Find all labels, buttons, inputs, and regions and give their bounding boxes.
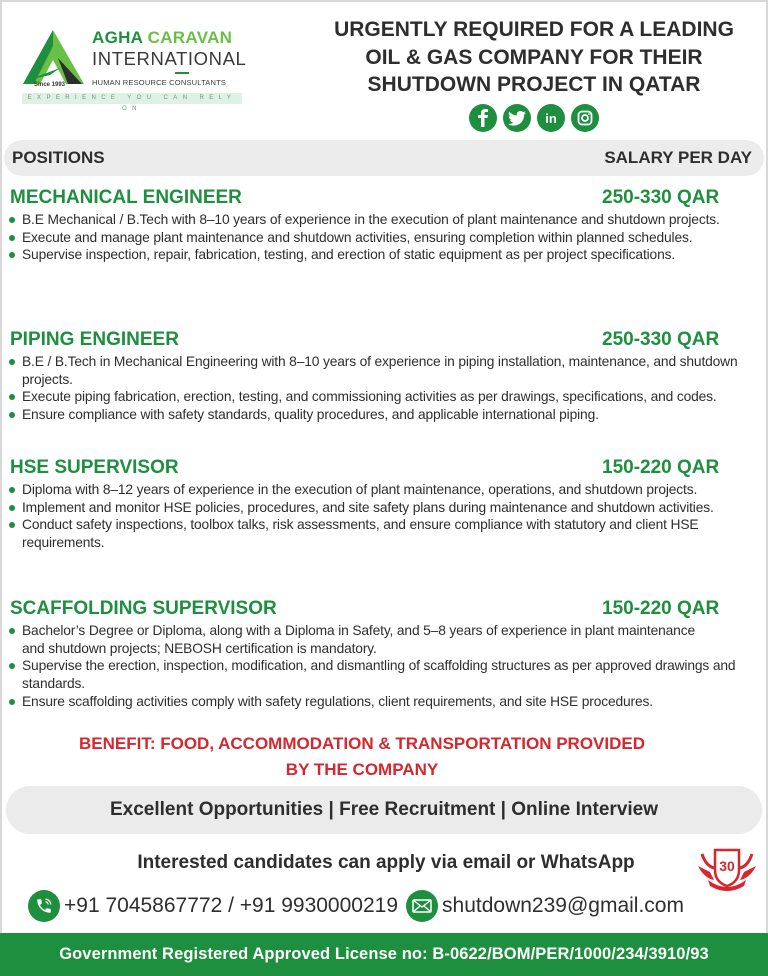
job-salary: 250-330 QAR (602, 187, 720, 208)
requirement-item: Ensure scaffolding activities comply with safety regulations, client requirements, and site HSE procedures. (8, 693, 766, 711)
logo-divider (175, 72, 189, 74)
brand-name-part1: AGHA (92, 28, 143, 47)
job-salary: 250-330 QAR (602, 329, 720, 350)
triangle-logo-icon (20, 28, 86, 88)
job-requirements (8, 481, 766, 552)
brand-tagline: EXPERIENCE YOU CAN RELY ON (22, 93, 242, 104)
benefit-banner (0, 731, 724, 783)
linkedin-icon[interactable] (537, 104, 565, 132)
email-icon (406, 890, 438, 922)
positions-label: POSITIONS (12, 148, 105, 167)
job-title: SCAFFOLDING SUPERVISOR (10, 598, 277, 619)
phone-icon (28, 890, 60, 922)
license-footer: Government Registered Approved License no: B-0622/BOM/PER/1000/234/3910/93 (0, 933, 768, 976)
twitter-icon[interactable] (503, 104, 531, 132)
logo-since: Since 1993 (34, 82, 66, 88)
requirement-item: Diploma with 8–12 years of experience in the execution of plant maintenance, operations, and shutdown projects. (8, 481, 753, 499)
requirement-item: B.E Mechanical / B.Tech with 8–10 years of experience in the execution of plant maintenance and shutdown projects. (8, 211, 766, 229)
positions-header-bar (4, 140, 764, 176)
company-logo (20, 26, 250, 112)
requirement-item: Execute piping fabrication, erection, testing, and commissioning activities as per drawings, specifications, and codes. (8, 388, 766, 406)
salary-label: SALARY PER DAY (604, 148, 752, 167)
email-address[interactable]: shutdown239@gmail.com (442, 894, 684, 917)
facebook-icon[interactable] (469, 104, 497, 132)
phone-numbers[interactable]: +91 7045867772 / +91 9930000219 (64, 894, 399, 917)
requirement-item: Bachelor’s Degree or Diploma, along with a Diploma in Safety, and 5–8 years of experience in plant maintenance and shutdown projects; NEBOSH certification is mandatory. (8, 622, 718, 657)
brand-name-line2: INTERNATIONAL (92, 48, 247, 69)
apply-instructions: Interested candidates can apply via email or WhatsApp (137, 852, 635, 873)
linkedin-glyph: in (545, 110, 557, 126)
job-title: PIPING ENGINEER (10, 329, 179, 350)
brand-name (92, 28, 232, 48)
job-title: MECHANICAL ENGINEER (10, 187, 242, 208)
contact-row (28, 890, 684, 922)
requirement-item: B.E / B.Tech in Mechanical Engineering with 8–10 years of experience in piping installation, maintenance, and shutdown projects. (8, 353, 766, 388)
benefit-line1: BENEFIT: FOOD, ACCOMMODATION & TRANSPORTATION PROVIDED (78, 734, 646, 753)
requirement-item: Ensure compliance with safety standards, quality procedures, and applicable international piping. (8, 406, 766, 424)
requirement-item: Supervise the erection, inspection, modification, and dismantling of scaffolding structures as per approved drawings and standards. (8, 657, 766, 692)
highlights-bar: Excellent Opportunities | Free Recruitment | Online Interview (6, 786, 762, 834)
headline-line1: URGENTLY REQUIRED FOR A LEADING (334, 18, 734, 41)
benefit-line2: BY THE COMPANY (285, 760, 439, 779)
headline-line2: OIL & GAS COMPANY FOR THEIR (365, 45, 703, 69)
30-years-badge-icon (696, 844, 758, 892)
requirement-item: Execute and manage plant maintenance and shutdown activities, ensuring completion within planned schedules. (8, 229, 746, 247)
job-title: HSE SUPERVISOR (10, 457, 179, 478)
headline-line3: SHUTDOWN PROJECT IN QATAR (367, 73, 701, 96)
social-links (469, 104, 599, 132)
job-requirements (8, 622, 766, 711)
svg-text:30: 30 (719, 858, 735, 874)
job-requirements (8, 353, 766, 424)
requirement-item: Implement and monitor HSE policies, procedures, and site safety plans during maintenance and shutdown activities. (8, 499, 766, 517)
brand-subtitle: HUMAN RESOURCE CONSULTANTS (92, 78, 227, 87)
instagram-icon[interactable] (571, 104, 599, 132)
requirement-item: Supervise inspection, repair, fabrication, testing, and erection of static equipment as per project specifications. (8, 246, 698, 264)
job-salary: 150-220 QAR (602, 598, 720, 619)
job-requirements (8, 211, 766, 264)
requirement-item: Conduct safety inspections, toolbox talks, risk assessments, and ensure compliance with statutory and client HSE requirements. (8, 516, 708, 551)
job-salary: 150-220 QAR (602, 457, 720, 478)
headline (300, 16, 768, 99)
brand-name-part2: CARAVAN (147, 28, 233, 47)
